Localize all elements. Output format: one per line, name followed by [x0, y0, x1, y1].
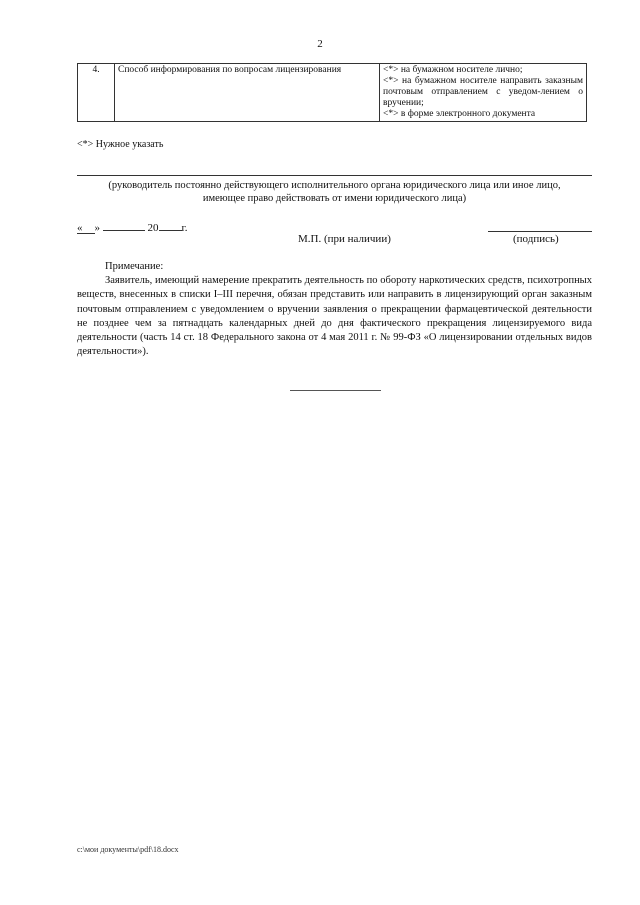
signature-label: (подпись) — [513, 233, 559, 245]
licensing-table — [77, 63, 587, 122]
signatory-caption — [77, 179, 592, 205]
date-year-blank — [159, 219, 182, 231]
table-row — [78, 64, 587, 122]
signature-blank-line — [488, 231, 592, 232]
date-day-blank — [77, 222, 95, 234]
row-description-cell: Способ информирования по вопросам лицензирования — [115, 64, 380, 122]
row-number-cell: 4. — [78, 64, 115, 122]
footnote: <*> Нужное указать — [77, 139, 164, 150]
date-month-blank — [103, 219, 145, 231]
row-options-cell — [380, 64, 587, 122]
date-year-suffix: г. — [181, 222, 188, 234]
option-paper-in-person: <*> на бумажном носителе лично; — [383, 65, 523, 75]
date-field — [77, 219, 188, 234]
end-divider — [290, 390, 381, 391]
option-electronic: <*> в форме электронного документа — [383, 109, 536, 119]
page-number: 2 — [317, 38, 323, 50]
note-body: Заявитель, имеющий намерение прекратить деятельность по обороту наркотических средств, психотропных веществ, внесенных в списки I–III перечня, обязан представить или направить в лицензирующий орган заказным почтовым отправлением с уведомлением о вручении заявления о прекращении фармацевтической деятельности не позднее чем за пятнадцать календарных дней до дня фактического прекращения лицензируемого вида деятельности (часть 14 ст. 18 Федерального закона от 4 мая 2011 г. № 99-ФЗ «О лицензировании отдельных видов деятельности»). — [77, 275, 592, 358]
file-path: c:\мои документы\pdf\18.docx — [77, 845, 179, 854]
note-title: Примечание: — [105, 261, 164, 272]
option-paper-by-mail: <*> на бумажном носителе направить заказным почтовым отправлением с уведом-лением о вручении; — [383, 76, 583, 108]
signatory-line — [77, 175, 592, 176]
date-close-quote: » — [94, 222, 100, 234]
signatory-caption-line-2: имеющее право действовать от имени юридического лица) — [202, 193, 467, 204]
stamp-label: М.П. (при наличии) — [298, 233, 391, 245]
date-open-quote: « — [77, 222, 83, 234]
signatory-caption-line-1: (руководитель постоянно действующего исполнительного органа юридического лица или иное лицо, — [108, 180, 561, 191]
date-year-prefix: 20 — [147, 222, 159, 234]
